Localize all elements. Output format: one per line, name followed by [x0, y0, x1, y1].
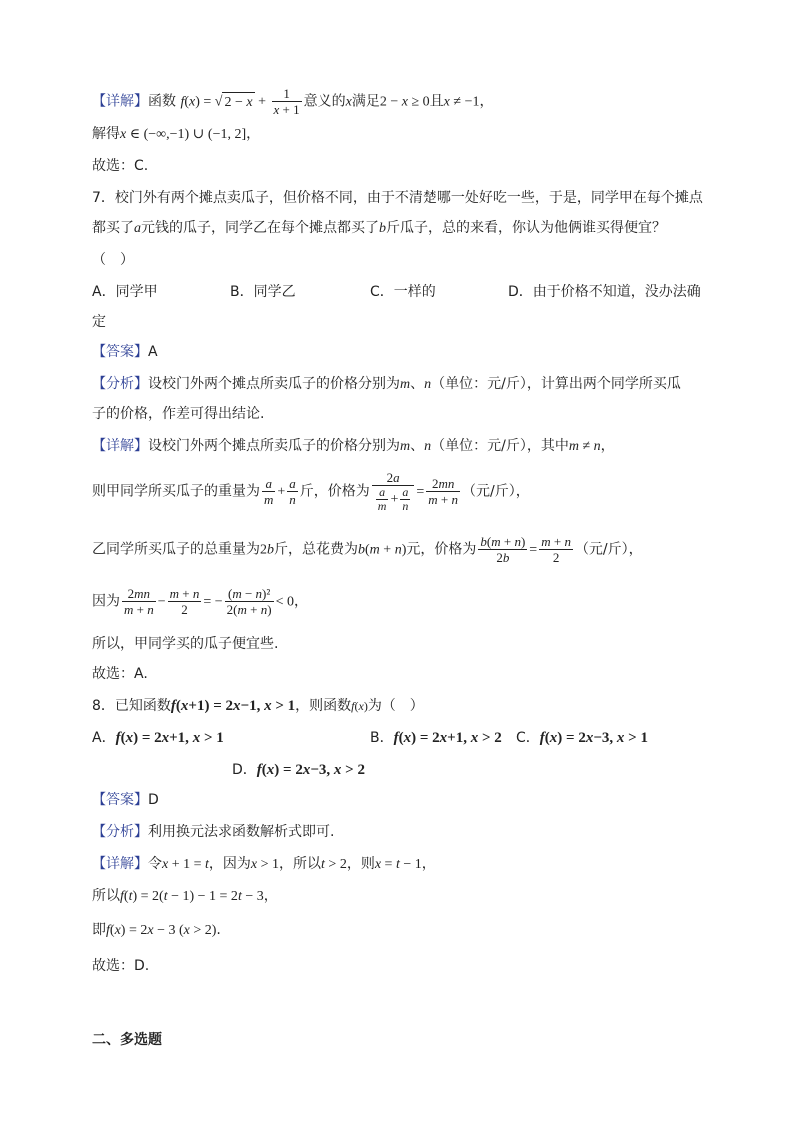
q7-detail-line-2: 则甲同学所买瓜子的重量为 $\frac{a}{m}$ + $\frac{a}{n}$ 斤，价格为 2a $\frac{a}{m}$ + $\frac{a}{n}$ = $\frac{2mn}{m + n}$ （元/斤）， — [92, 470, 530, 513]
q8-detail-line-1: 【详解】令x + 1 = t，因为x > 1，所以t > 2，则x = t − 1， — [92, 856, 436, 872]
q8-detail-line-3: 即f(x) = 2x − 3 (x > 2). — [92, 922, 221, 938]
q8-option-d: D．f(x) = 2x−3, x > 2 — [232, 762, 365, 778]
q7-detail-line-5: 所以，甲同学买的瓜子便宜些. — [92, 636, 279, 652]
q7-detail-line-3: 乙同学所买瓜子的总重量为2b斤，总花费为b(m + n)元，价格为 $\frac{b(m + n)}{2b}$ = $\frac{m + n}{2}$ （元/斤）， — [92, 534, 643, 565]
math-fraction: $\frac{1}{x + 1}$ — [273, 86, 300, 117]
detail-tag: 【详解】 — [92, 856, 148, 872]
q7-options-row — [92, 282, 701, 302]
q7-analysis-line-2: 子的价格，作差可得出结论. — [92, 406, 265, 422]
q7-stem-line-2: 都买了a元钱的瓜子，同学乙在每个摊点都买了b斤瓜子，总的来看，你认为他俩谁买得便宜？ — [92, 220, 666, 236]
q7-option-b: B．同学乙 — [230, 284, 296, 300]
q7-option-d: D．由于价格不知道，没办法确 — [508, 284, 701, 300]
q6-choice: 故选：C. — [92, 158, 149, 174]
analysis-tag: 【分析】 — [92, 376, 148, 392]
math-compound-fraction: 2a $\frac{a}{m}$ + $\frac{a}{n}$ — [372, 470, 415, 513]
q8-option-c: C．f(x) = 2x−3, x > 1 — [516, 730, 648, 746]
answer-tag: 【答案】 — [92, 792, 148, 808]
detail-tag: 【详解】 — [92, 438, 148, 454]
q8-options-row-1 — [92, 728, 648, 748]
q6-detail-line-1: 【详解】函数 f(x) = √ 2 − x + $\frac{1}{x + 1}$ 意义的x满足2 − x ≥ 0且x ≠ −1， — [92, 86, 494, 117]
q8-option-b: B．f(x) = 2x+1, x > 2 — [370, 730, 502, 746]
q7-detail-line-4: 因为 $\frac{2mn}{m + n}$ − $\frac{m + n}{2}$ = − $\frac{\text{(m − n)²}}{2(m + n)}$ < 0， — [92, 586, 308, 617]
q8-detail-line-2: 所以f(t) = 2(t − 1) − 1 = 2t − 3， — [92, 888, 278, 904]
section-heading-multiple-choice: 二、多选题 — [92, 1032, 162, 1048]
q7-option-c: C．一样的 — [370, 284, 436, 300]
q7-option-a: A．同学甲 — [92, 284, 158, 300]
q8-option-a: A．f(x) = 2x+1, x > 1 — [92, 730, 224, 746]
q7-stem-paren: （ ） — [92, 252, 134, 268]
analysis-tag: 【分析】 — [92, 824, 148, 840]
q7-choice: 故选：A. — [92, 666, 148, 682]
q6-detail-line-2: 解得x ∈ (−∞,−1) ∪ (−1, 2]， — [92, 126, 261, 142]
q7-stem-line-1: 7．校门外有两个摊点卖瓜子，但价格不同，由于不清楚哪一处好吃一些，于是，同学甲在每个摊点 — [92, 190, 703, 206]
q8-analysis: 【分析】利用换元法求函数解析式即可. — [92, 824, 335, 840]
q8-choice: 故选：D. — [92, 958, 150, 974]
q7-detail-line-1: 【详解】设校门外两个摊点所卖瓜子的价格分别为m、n（单位：元/斤），其中m ≠ n， — [92, 438, 615, 454]
q7-analysis-line-1: 【分析】设校门外两个摊点所卖瓜子的价格分别为m、n（单位：元/斤），计算出两个同学所买瓜 — [92, 376, 681, 392]
math-solution-set: x ∈ (−∞,−1) ∪ (−1, 2] — [120, 127, 247, 142]
detail-tag: 【详解】 — [92, 93, 148, 110]
q8-answer: 【答案】D — [92, 792, 159, 808]
math-sqrt: 2 − x — [222, 92, 254, 113]
q7-answer: 【答案】A — [92, 344, 158, 360]
q7-option-d-cont: 定 — [92, 314, 106, 330]
math-fx: f — [180, 94, 185, 110]
q8-stem: 8．已知函数f(x+1) = 2x−1, x > 1，则函数f(x)为（ ） — [92, 698, 424, 714]
answer-tag: 【答案】 — [92, 344, 148, 360]
